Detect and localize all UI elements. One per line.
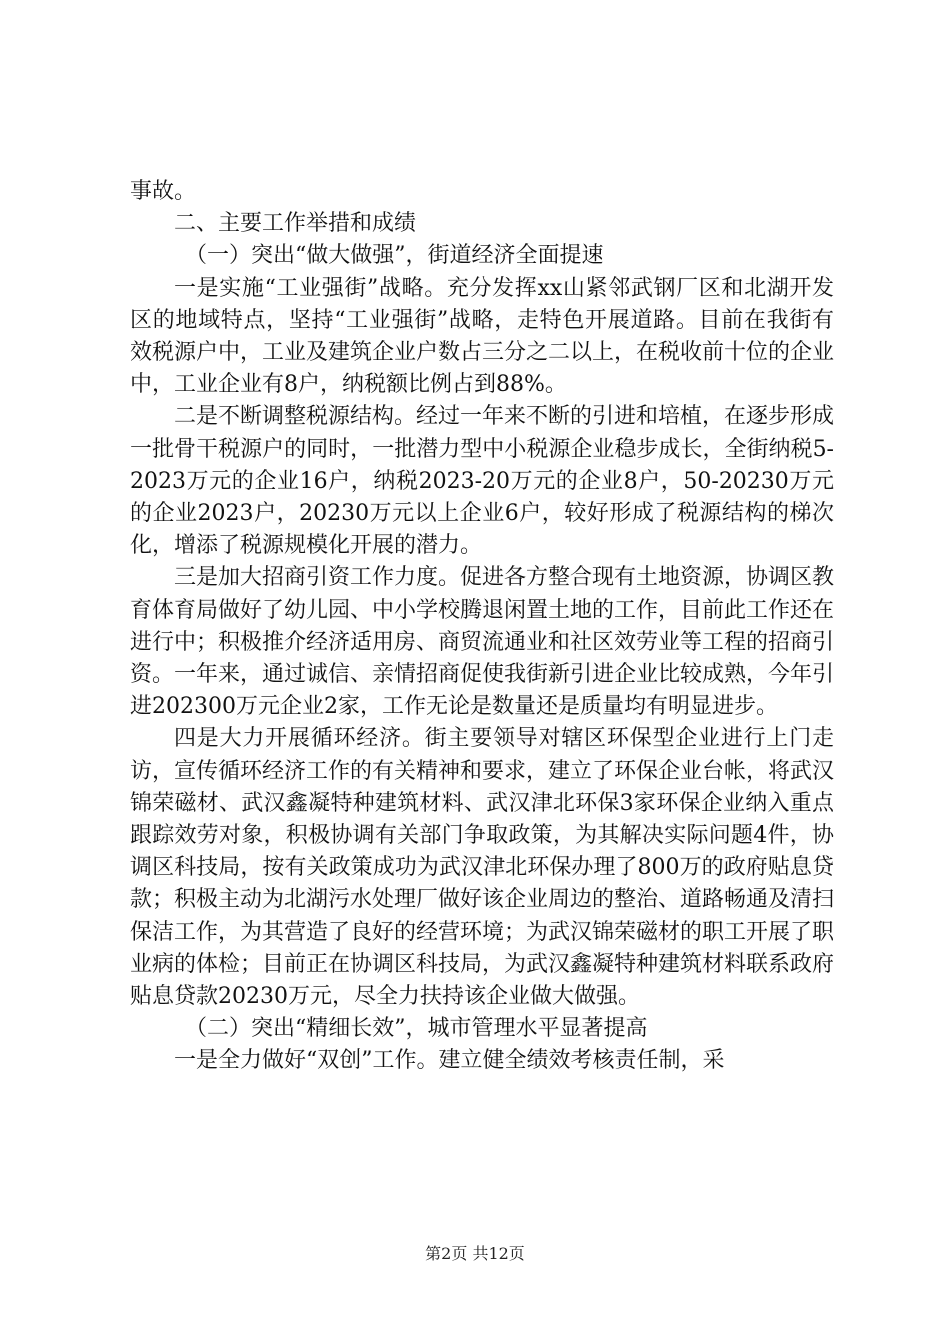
subsection-heading: （一）突出“做大做强”，街道经济全面提速: [185, 243, 604, 269]
page-footer: [0, 1244, 950, 1264]
paragraph: 一是全力做好“双创”工作。建立健全绩效考核责任制，采: [174, 1048, 725, 1074]
paragraph: 一是实施“工业强街”战略。充分发挥xx山紧邻武钢厂区和北湖开发区的地域特点，坚持“工业强街”战略，走特色开展道路。目前在我街有效税源户中，工业及建筑企业户数占三分之二以上，在税收前十位的企业中，工业企业有8户，纳税额比例占到88%。: [130, 275, 835, 398]
section-heading: 二、主要工作举措和成绩: [174, 211, 417, 237]
subsection-heading: （二）突出“精细长效”，城市管理水平显著提高: [185, 1016, 648, 1042]
page-number: 第2页 共12页: [425, 1244, 525, 1263]
document-body: [130, 176, 834, 1078]
paragraph: 四是大力开展循环经济。街主要领导对辖区环保型企业进行上门走访，宣传循环经济工作的有关精神和要求，建立了环保企业台帐，将武汉锦荣磁材、武汉鑫凝特种建筑材料、武汉津北环保3家环保企业纳入重点跟踪效劳对象，积极协调有关部门争取政策，为其解决实际问题4件，协调区科技局，按有关政策成功为武汉津北环保办理了800万的政府贴息贷款；积极主动为北湖污水处理厂做好该企业周边的整治、道路畅通及清扫保洁工作，为其营造了良好的经营环境；为武汉锦荣磁材的职工开展了职业病的体检；目前正在协调区科技局，为武汉鑫凝特种建筑材料联系政府贴息贷款20230万元，尽全力扶持该企业做大做强。: [130, 726, 835, 1010]
paragraph: 三是加大招商引资工作力度。促进各方整合现有土地资源，协调区教育体育局做好了幼儿园、中小学校腾退闲置土地的工作，目前此工作还在进行中；积极推介经济适用房、商贸流通业和社区效劳业等工程的招商引资。一年来，通过诚信、亲情招商促使我街新引进企业比较成熟，今年引进202300万元企业2家，工作无论是数量还是质量均有明显进步。: [130, 565, 835, 720]
paragraph-continuation: 事故。: [130, 179, 197, 204]
paragraph: 二是不断调整税源结构。经过一年来不断的引进和培植，在逐步形成一批骨干税源户的同时，一批潜力型中小税源企业稳步成长，全街纳税5-2023万元的企业16户，纳税2023-20万元的企业8户，50-20230万元的企业2023户，20230万元以上企业6户，较好形成了税源结构的梯次化，增添了税源规模化开展的潜力。: [130, 404, 835, 559]
